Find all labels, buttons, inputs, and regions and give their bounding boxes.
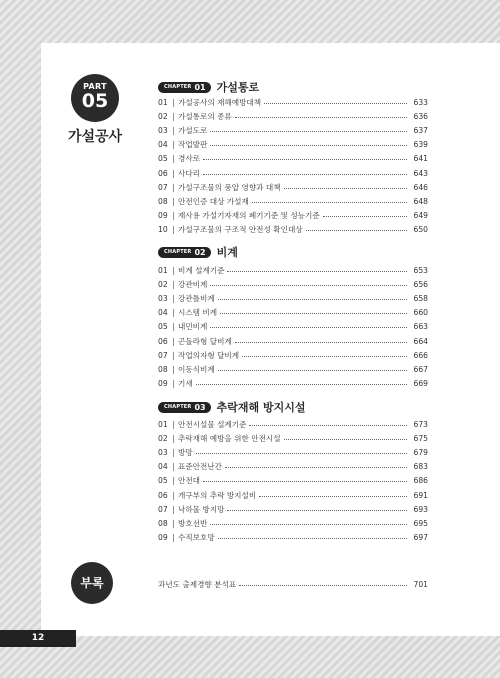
dot-leader [210,145,407,146]
dot-leader [235,342,407,343]
part-badge [71,74,119,122]
toc-page: 686 [413,476,428,486]
toc-separator: | [172,308,175,318]
toc-row [158,362,428,376]
toc-page: 679 [413,447,428,457]
toc-page: 656 [413,279,428,289]
dot-leader [264,103,407,104]
toc-title: 안전대 [178,476,201,486]
toc-number: 05 [158,322,168,332]
toc-separator: | [172,168,175,178]
toc-title: 내민비계 [178,322,208,332]
dot-leader [227,510,407,511]
chapter-title: 비계 [216,246,238,259]
dot-leader [284,439,407,440]
toc-row [158,277,428,291]
toc-number: 02 [158,279,168,289]
toc-row [158,417,428,431]
toc-title: 낙하물 방지망 [178,504,225,514]
toc-separator: | [172,336,175,346]
toc-separator: | [172,379,175,389]
toc-separator: | [172,97,175,107]
toc-separator: | [172,364,175,374]
chapter-3-heading [158,399,305,415]
toc-page: 660 [413,308,428,318]
toc-number: 03 [158,125,168,135]
toc-number: 05 [158,476,168,486]
dot-leader [249,425,407,426]
dot-leader [218,538,407,539]
toc-title: 경사로 [178,154,201,164]
dot-leader [203,159,407,160]
dot-leader [252,202,407,203]
toc-separator: | [172,293,175,303]
toc-page: 683 [413,462,428,472]
toc-number: 04 [158,140,168,150]
dot-leader [210,285,407,286]
dot-leader [235,117,407,118]
toc-row [158,123,428,137]
dot-leader [210,131,407,132]
chapter-2-list [158,263,428,391]
toc-row [158,263,428,277]
chapter-1-list [158,95,428,237]
toc-number: 09 [158,211,168,221]
toc-page: 663 [413,322,428,332]
toc-row [158,445,428,459]
toc-row [158,152,428,166]
toc-number: 03 [158,293,168,303]
dot-leader [203,481,407,482]
appendix-entry [158,577,428,591]
chapter-pill [158,402,211,413]
toc-page: 648 [413,196,428,206]
toc-title: 이동식비계 [178,364,215,374]
dot-leader [323,216,407,217]
toc-title: 가설통로의 종류 [178,111,232,121]
dot-leader [218,299,407,300]
dot-leader [196,384,407,385]
toc-number: 06 [158,336,168,346]
toc-row [158,516,428,530]
toc-page: 675 [413,433,428,443]
dot-leader [242,356,407,357]
toc-number: 06 [158,490,168,500]
dot-leader [218,370,407,371]
toc-title: 강관비계 [178,279,208,289]
toc-separator: | [172,350,175,360]
toc-title: 가설구조물의 구조적 안전성 확인대상 [178,225,303,235]
toc-page: 653 [413,265,428,275]
dot-leader [239,585,407,586]
toc-title: 기새 [178,379,193,389]
toc-separator: | [172,322,175,332]
part-label: PART [83,82,107,91]
toc-row [158,109,428,123]
chapter-3-list [158,417,428,545]
dot-leader [220,313,407,314]
chapter-title: 추락재해 방지시설 [216,401,306,414]
toc-number: 02 [158,111,168,121]
dot-leader [210,524,407,525]
toc-row [158,180,428,194]
chapter-2-heading [158,244,238,260]
toc-row [158,291,428,305]
chapter-number: 01 [194,82,206,92]
toc-title: 안전인증 대상 가설재 [178,196,249,206]
toc-row [158,474,428,488]
toc-row [158,531,428,545]
toc-page: 697 [413,533,428,543]
toc-page: 673 [413,419,428,429]
chapter-title: 가설통로 [216,81,260,94]
toc-number: 07 [158,350,168,360]
toc-page: 691 [413,490,428,500]
toc-separator: | [172,490,175,500]
chapter-pill [158,82,211,93]
toc-row [158,577,428,591]
chapter-label: CHAPTER [164,249,192,255]
toc-title: 작업발판 [178,140,208,150]
part-title: 가설공사 [67,129,123,145]
toc-page: 693 [413,504,428,514]
toc-row [158,460,428,474]
toc-number: 09 [158,379,168,389]
toc-title: 작업의자형 달비계 [178,350,240,360]
toc-page: 658 [413,293,428,303]
toc-title: 추락재해 예방을 위한 안전시설 [178,433,281,443]
dot-leader [196,453,407,454]
toc-page: 646 [413,182,428,192]
toc-title: 가설도로 [178,125,208,135]
toc-page: 701 [413,579,428,589]
toc-title: 가설구조물의 풍압 영향과 대책 [178,182,281,192]
toc-separator: | [172,447,175,457]
toc-page: 641 [413,154,428,164]
toc-row [158,306,428,320]
toc-separator: | [172,196,175,206]
toc-number: 07 [158,504,168,514]
page-number: 12 [0,630,76,647]
toc-number: 08 [158,196,168,206]
toc-row [158,334,428,348]
toc-row [158,194,428,208]
toc-row [158,223,428,237]
toc-title: 표준안전난간 [178,462,223,472]
toc-row [158,502,428,516]
chapter-1-heading [158,79,259,95]
toc-row [158,431,428,445]
toc-page: 666 [413,350,428,360]
toc-number: 01 [158,265,168,275]
toc-title: 방호선반 [178,518,208,528]
toc-title: 개구부의 추락 방지설비 [178,490,257,500]
toc-separator: | [172,140,175,150]
toc-separator: | [172,265,175,275]
toc-row [158,95,428,109]
toc-title: 시스템 비계 [178,308,218,318]
chapter-label: CHAPTER [164,84,192,90]
dot-leader [225,467,407,468]
dot-leader [284,188,407,189]
toc-title: 가설공사의 재해예방대책 [178,97,262,107]
chapter-number: 03 [194,402,206,412]
toc-row [158,166,428,180]
chapter-number: 02 [194,247,206,257]
toc-number: 08 [158,518,168,528]
toc-row [158,348,428,362]
toc-title: 안전시설물 설계기준 [178,419,247,429]
toc-title: 사다리 [178,168,201,178]
toc-separator: | [172,476,175,486]
appendix-badge: 부록 [71,562,113,604]
toc-number: 01 [158,97,168,107]
toc-page: 637 [413,125,428,135]
toc-number: 09 [158,533,168,543]
toc-page: 639 [413,140,428,150]
toc-page: 669 [413,379,428,389]
toc-number: 06 [158,168,168,178]
chapter-pill [158,247,211,258]
toc-page: 664 [413,336,428,346]
toc-separator: | [172,182,175,192]
toc-number: 04 [158,462,168,472]
toc-row [158,209,428,223]
toc-number: 05 [158,154,168,164]
toc-separator: | [172,125,175,135]
toc-title: 재사용 가설기자재의 폐기기준 및 성능기준 [178,211,320,221]
toc-number: 03 [158,447,168,457]
toc-row [158,320,428,334]
toc-title: 과년도 출제경향 분석표 [158,579,237,589]
toc-number: 10 [158,225,168,235]
dot-leader [227,271,407,272]
toc-row [158,488,428,502]
toc-title: 강관틀비계 [178,293,215,303]
dot-leader [259,496,407,497]
chapter-label: CHAPTER [164,404,192,410]
toc-page: 695 [413,518,428,528]
toc-separator: | [172,533,175,543]
toc-separator: | [172,419,175,429]
toc-separator: | [172,111,175,121]
toc-page: 643 [413,168,428,178]
toc-separator: | [172,154,175,164]
toc-page: 649 [413,211,428,221]
toc-separator: | [172,518,175,528]
toc-separator: | [172,225,175,235]
toc-title: 방망 [178,447,193,457]
dot-leader [210,327,407,328]
toc-separator: | [172,211,175,221]
toc-page: 633 [413,97,428,107]
toc-row [158,377,428,391]
toc-number: 04 [158,308,168,318]
toc-title: 곤돌라형 달비계 [178,336,232,346]
toc-number: 01 [158,419,168,429]
toc-title: 비계 설계기준 [178,265,225,275]
toc-separator: | [172,504,175,514]
toc-page: 667 [413,364,428,374]
toc-separator: | [172,433,175,443]
dot-leader [306,230,407,231]
toc-number: 07 [158,182,168,192]
toc-number: 02 [158,433,168,443]
toc-separator: | [172,279,175,289]
toc-title: 수직보호망 [178,533,215,543]
dot-leader [203,174,407,175]
toc-page: 636 [413,111,428,121]
toc-row [158,138,428,152]
toc-separator: | [172,462,175,472]
part-number: 05 [81,90,109,112]
toc-page: 650 [413,225,428,235]
toc-number: 08 [158,364,168,374]
